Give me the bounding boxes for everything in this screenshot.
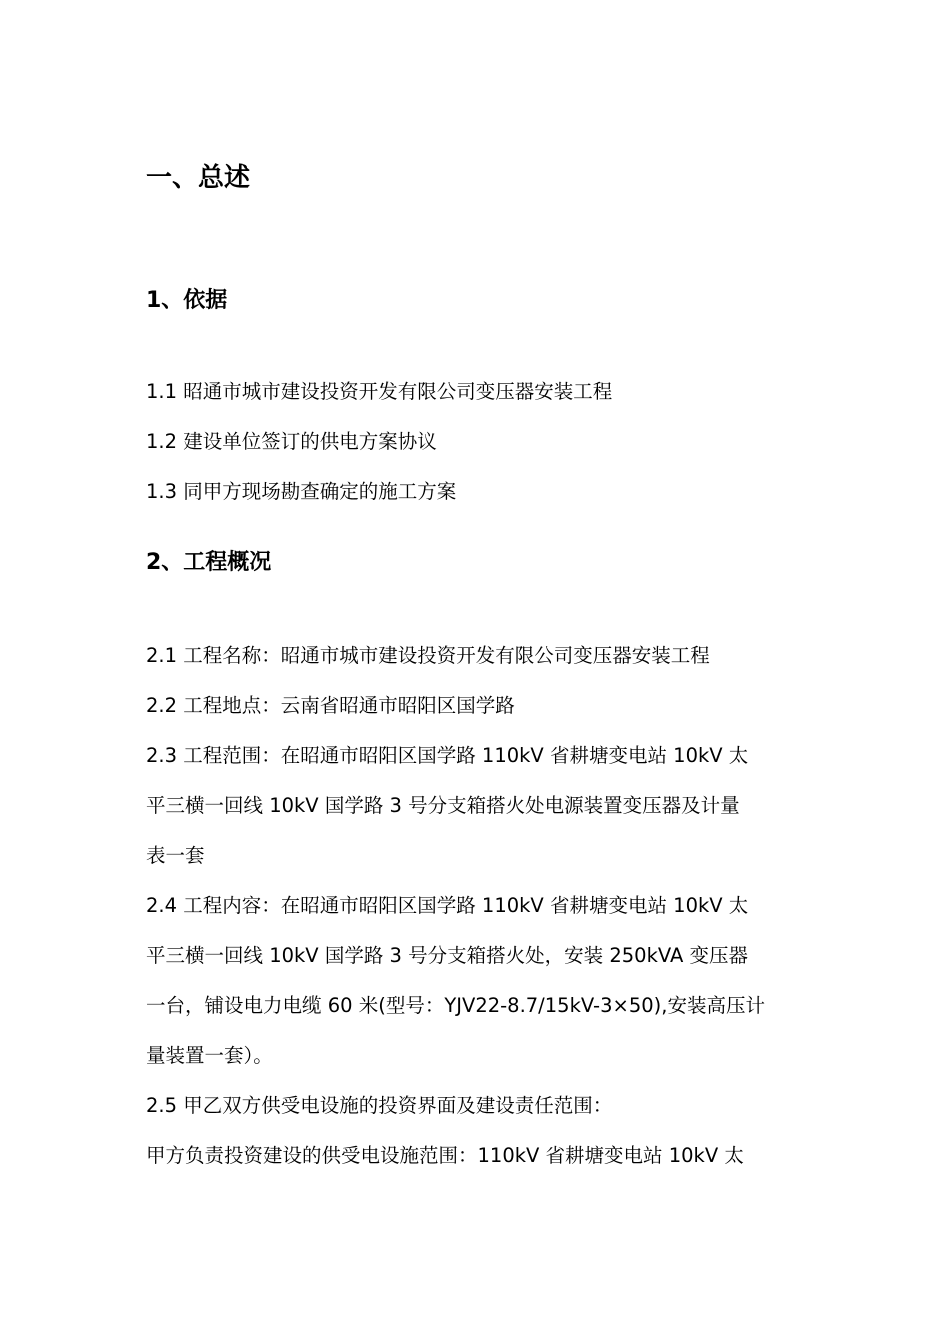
overview-item-scope-line: 2.3 工程范围：在昭通市昭阳区国学路 110kV 省耕塘变电站 10kV 太 <box>146 744 749 767</box>
basis-item: 1.3 同甲方现场勘查确定的施工方案 <box>146 480 457 503</box>
overview-item-content-line: 平三横一回线 10kV 国学路 3 号分支箱搭火处，安装 250kVA 变压器 <box>146 944 748 967</box>
overview-item-scope-line: 表一套 <box>146 844 205 867</box>
overview-item-scope-line: 平三横一回线 10kV 国学路 3 号分支箱搭火处电源装置变压器及计量 <box>146 794 740 817</box>
overview-tail-line: 甲方负责投资建设的供受电设施范围：110kV 省耕塘变电站 10kV 太 <box>146 1144 744 1167</box>
section-heading-basis: 1、依据 <box>146 288 228 313</box>
overview-item-name: 2.1 工程名称：昭通市城市建设投资开发有限公司变压器安装工程 <box>146 644 710 667</box>
basis-item: 1.1 昭通市城市建设投资开发有限公司变压器安装工程 <box>146 380 613 403</box>
basis-item: 1.2 建设单位签订的供电方案协议 <box>146 430 437 453</box>
overview-item-location: 2.2 工程地点：云南省昭通市昭阳区国学路 <box>146 694 515 717</box>
overview-list <box>146 631 808 1181</box>
overview-item-content-line: 量装置一套）。 <box>146 1044 273 1067</box>
overview-item-content-line: 一台，铺设电力电缆 60 米(型号：YJV22-8.7/15kV-3×50),安装高压计 <box>146 994 765 1017</box>
section-heading-overview: 2、工程概况 <box>146 550 272 575</box>
overview-item-investment: 2.5 甲乙双方供受电设施的投资界面及建设责任范围： <box>146 1094 613 1117</box>
basis-list <box>146 367 808 517</box>
document-title: 一、总述 <box>146 163 251 193</box>
overview-item-content-line: 2.4 工程内容：在昭通市昭阳区国学路 110kV 省耕塘变电站 10kV 太 <box>146 894 749 917</box>
